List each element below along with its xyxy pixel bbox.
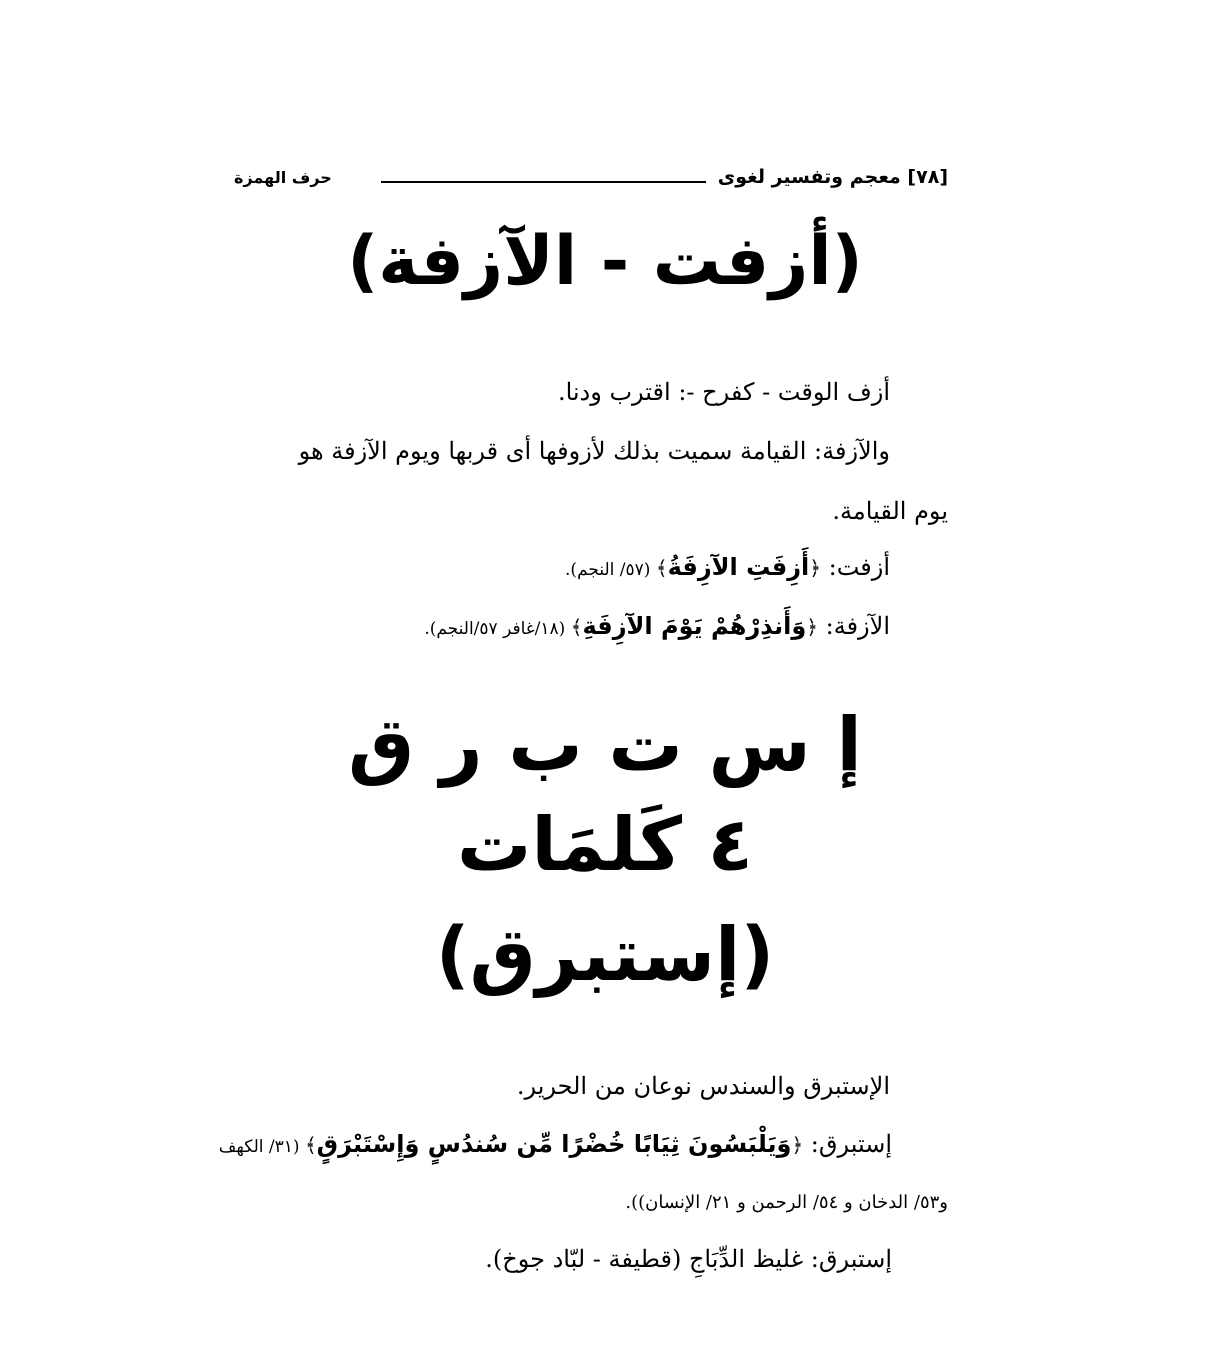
ornate-bracket-close: ﴾ <box>655 556 668 580</box>
running-header-chapter: حرف الهمزة <box>234 168 332 187</box>
verse-reference: (١٨/غافر ٥٧/النجم). <box>424 619 571 639</box>
root-letters-heading: إ س ت ب ر ق <box>348 702 862 788</box>
definition-line: أزف الوقت - كفرح -: اقترب ودنا. <box>557 378 890 406</box>
definition-line: والآزفة: القيامة سميت بذلك لأزوفها أى قربها ويوم الآزفة هو <box>298 437 890 465</box>
verse-reference: (٣١/ الكهف <box>218 1137 305 1157</box>
running-header-title: [٧٨] معجم وتفسير لغوى <box>717 166 948 188</box>
quran-verse: وَيَلْبَسُونَ ثِيَابًا خُضْرًا مِّن سُندُسٍ وَإِسْتَبْرَقٍ <box>316 1130 792 1158</box>
entry-title-azifat: (أزفت - الآزفة) <box>347 222 863 301</box>
definition-line: الإستبرق والسندس نوعان من الحرير. <box>516 1072 890 1100</box>
ornate-bracket-close: ﴾ <box>304 1133 317 1157</box>
citation-label: الآزفة: <box>818 612 890 640</box>
ornate-bracket-close: ﴾ <box>570 615 583 639</box>
header-divider <box>381 181 706 183</box>
citation-label: أزفت: <box>820 553 890 581</box>
word-count-heading: ٤ كَلمَات <box>457 802 753 888</box>
ornate-bracket-open: ﴿ <box>806 615 818 639</box>
verse-reference-continuation: و٥٣/ الدخان و ٥٤/ الرحمن و ٢١/ الإنسان)). <box>625 1192 948 1213</box>
quran-citation-line <box>565 553 890 582</box>
verse-reference: (٥٧/ النجم). <box>565 560 656 580</box>
citation-label: إستبرق: <box>803 1130 892 1158</box>
ornate-bracket-open: ﴿ <box>791 1133 804 1157</box>
quran-citation-line <box>424 612 890 641</box>
definition-line: يوم القيامة. <box>832 497 948 525</box>
quran-verse: وَأَنذِرْهُمْ يَوْمَ الآزِفَةِ <box>582 612 807 640</box>
definition-line: إستبرق: غليظ الدِّبَاجِ (قطيفة - لبّاد جوخ). <box>485 1245 892 1273</box>
entry-title-istabraq: (إستبرق) <box>435 912 775 998</box>
ornate-bracket-open: ﴿ <box>809 556 821 580</box>
quran-citation-line <box>219 1130 892 1159</box>
quran-verse: أَزِفَتِ الآزِفَةُ <box>667 553 810 581</box>
